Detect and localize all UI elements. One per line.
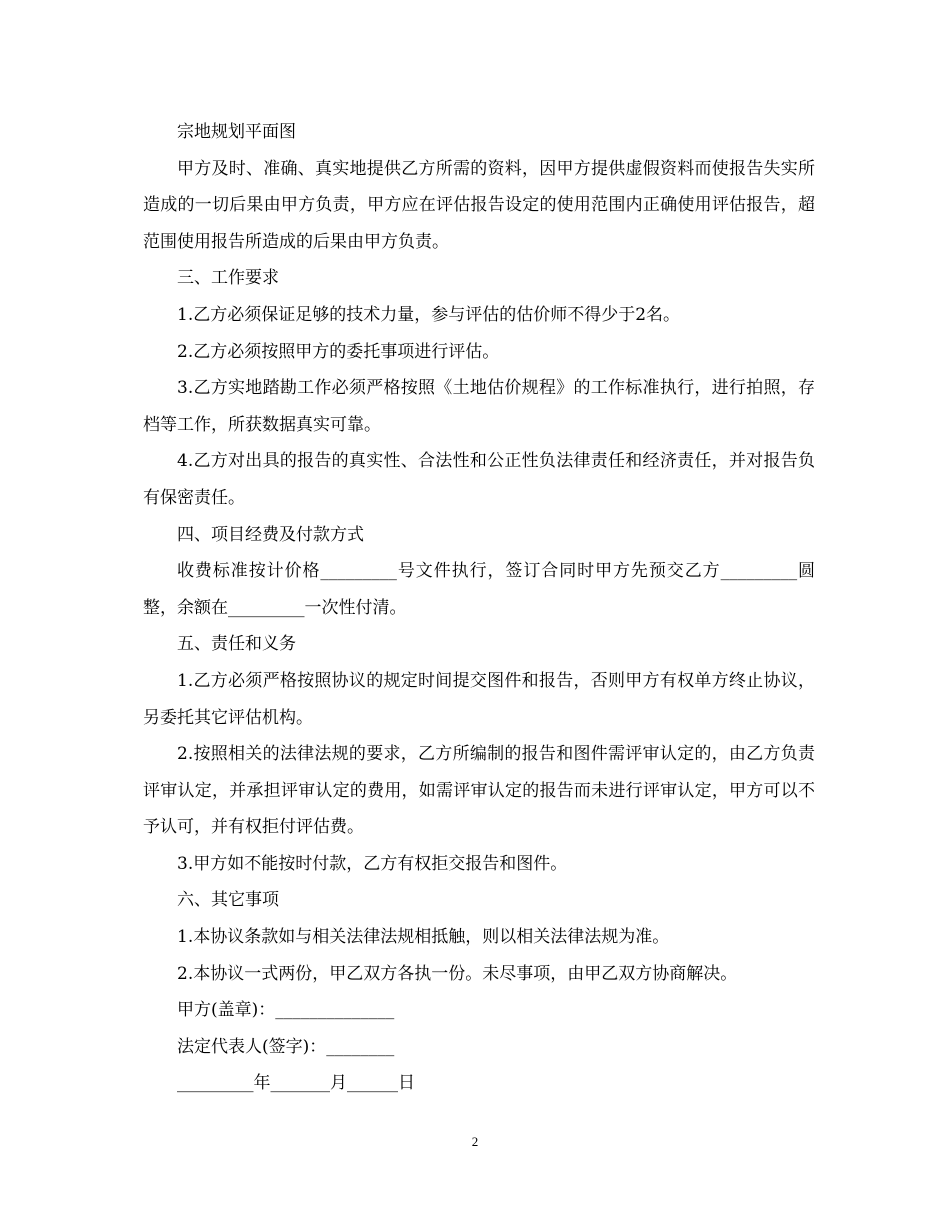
clause-duty-2: 2.按照相关的法律法规的要求，乙方所编制的报告和图件需评审认定的，由乙方负责评审认定，并承担评审认定的费用，如需评审认定的报告而未进行评审认定，甲方可以不予认可，并有权拒付评估费。 [143,744,815,838]
clause-work-1: 1.乙方必须保证足够的技术力量，参与评估的估价师不得少于2名。 [177,304,681,325]
signature-legal-representative: 法定代表人(签字)：________ [177,1036,395,1057]
paragraph-fee-standard: 收费标准按计价格_________号文件执行，签订合同时甲方先预交乙方_________圆整，余额在_________一次性付清。 [143,561,815,618]
signature-party-a-seal: 甲方(盖章)：______________ [177,1000,395,1021]
clause-other-2: 2.本协议一式两份，甲乙双方各执一份。未尽事项，由甲乙双方协商解决。 [177,963,738,984]
clause-other-1: 1.本协议条款如与相关法律法规相抵触，则以相关法律法规为准。 [177,927,670,948]
clause-work-4: 4.乙方对出具的报告的真实性、合法性和公正性负法律责任和经济责任，并对报告负有保密责任。 [143,451,815,508]
clause-work-3: 3.乙方实地踏勘工作必须严格按照《土地估价规程》的工作标准执行，进行拍照，存档等工作，所获数据真实可靠。 [143,378,815,435]
clause-duty-1: 1.乙方必须严格按照协议的规定时间提交图件和报告，否则甲方有权单方终止协议，另委托其它评估机构。 [143,670,815,728]
clause-work-2: 2.乙方必须按照甲方的委托事项进行评估。 [177,341,500,362]
page-number: 2 [471,1134,479,1149]
clause-duty-3: 3.甲方如不能按时付款，乙方有权拒交报告和图件。 [177,853,568,874]
section-heading-work-requirements: 三、工作要求 [177,268,279,289]
section-heading-fees-payment: 四、项目经费及付款方式 [177,524,364,545]
section-heading-duties: 五、责任和义务 [177,634,296,655]
section-heading-site-plan: 宗地规划平面图 [177,122,296,142]
section-heading-other-matters: 六、其它事项 [177,890,279,911]
document-body [143,114,815,1102]
signature-date-line: _________年_______月______日 [177,1073,415,1094]
paragraph-party-a-materials: 甲方及时、准确、真实地提供乙方所需的资料，因甲方提供虚假资料而使报告失实所造成的一切后果由甲方负责，甲方应在评估报告设定的使用范围内正确使用评估报告，超范围使用报告所造成的后果由甲方负责。 [143,158,815,252]
